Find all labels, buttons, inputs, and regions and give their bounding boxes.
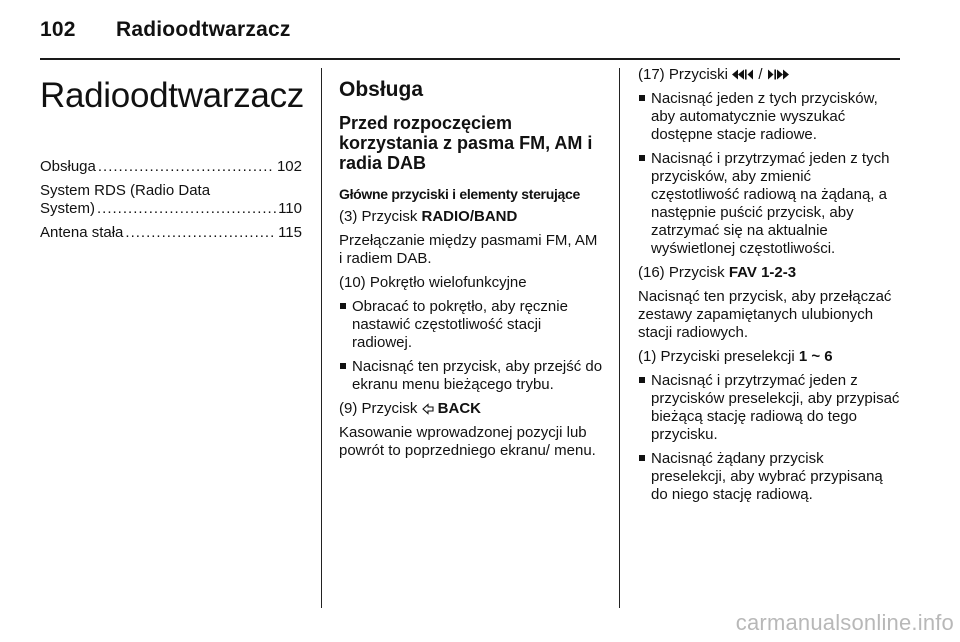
bullet-item: Nacisnąć ten przycisk, aby przejść do ekranu menu bieżącego trybu. <box>339 358 604 394</box>
item-label-text: (9) Przycisk <box>339 400 422 417</box>
column-1 <box>40 60 302 248</box>
toc-entry-title: Antena stała <box>40 224 124 241</box>
seek-forward-icon <box>767 69 789 82</box>
column-divider <box>619 68 620 608</box>
toc-leader <box>98 158 275 176</box>
toc-line <box>40 158 302 176</box>
toc-entry-title: System) <box>40 200 96 217</box>
page-header <box>40 18 291 42</box>
separator: / <box>754 66 767 83</box>
toc-leader <box>125 224 276 242</box>
column-divider <box>321 68 322 608</box>
item-9-label <box>339 400 604 418</box>
button-name: RADIO/BAND <box>421 208 518 225</box>
item-10-label: (10) Pokrętło wielofunkcyjne <box>339 274 527 291</box>
button-name: 1 ~ 6 <box>798 348 833 365</box>
toc-entry-title: System RDS (Radio Data <box>40 182 211 199</box>
toc-entry[interactable] <box>40 158 302 176</box>
bullet-item: Nacisnąć jeden z tych przycisków, aby automatycznie wyszukać dostępne stacje radiowe. <box>638 90 902 144</box>
item-label-text: (3) Przycisk <box>339 208 422 225</box>
item-label-text: (16) Przycisk <box>638 264 729 281</box>
item-17-label <box>638 66 902 84</box>
watermark: carmanualsonline.info <box>735 610 954 635</box>
item-10-bullets <box>339 298 604 394</box>
item-16-label <box>638 264 902 282</box>
item-9-description: Kasowanie wprowadzonej pozycji lub powrót to poprzedniego ekranu/ menu. <box>339 424 596 459</box>
toc-entry[interactable] <box>40 224 302 242</box>
bullet-item: Nacisnąć żądany przycisk preselekcji, aby wybrać przypisaną do niego stację radiową. <box>638 450 902 504</box>
button-name: FAV 1-2-3 <box>728 264 797 281</box>
button-name: BACK <box>437 400 482 417</box>
column-2 <box>339 60 604 460</box>
toc-leader <box>97 200 276 218</box>
controls-heading: Główne przyciski i elementy sterujące <box>339 186 581 202</box>
chapter-title: Radioodtwarzacz <box>40 76 304 115</box>
toc-line <box>40 182 302 200</box>
column-3 <box>638 60 902 510</box>
toc-entry-page: 102 <box>276 158 302 175</box>
seek-back-icon <box>732 69 754 82</box>
table-of-contents <box>40 158 302 242</box>
toc-entry-page: 110 <box>278 200 302 217</box>
item-3-description: Przełączanie między pasmami FM, AM i radiem DAB. <box>339 232 598 267</box>
item-17-bullets <box>638 90 902 258</box>
toc-entry-title: Obsługa <box>40 158 96 175</box>
toc-entry[interactable] <box>40 182 302 218</box>
bullet-item: Nacisnąć i przytrzymać jeden z tych przycisków, aby zmienić częstotliwość radiową na żądaną, a następnie puścić przycisk, aby zatrzymać się na aktualnie wyświetlonej częstotliwości. <box>638 150 902 258</box>
page-number: 102 <box>40 18 76 41</box>
toc-line <box>40 224 302 242</box>
back-icon <box>422 403 434 416</box>
bullet-item: Obracać to pokrętło, aby ręcznie nastawić częstotliwość stacji radiowej. <box>339 298 604 352</box>
subsection-title: Przed rozpoczęciem korzystania z pasma FM, AM i radia DAB <box>339 113 593 173</box>
toc-entry-page: 115 <box>278 224 302 241</box>
toc-line <box>40 200 302 218</box>
item-label-text: (1) Przyciski preselekcji <box>638 348 799 365</box>
item-1-bullets <box>638 372 902 504</box>
item-16-description: Nacisnąć ten przycisk, aby przełączać zestawy zapamiętanych ulubionych stacji radiowych. <box>638 288 892 341</box>
item-3-label <box>339 208 604 226</box>
bullet-item: Nacisnąć i przytrzymać jeden z przycisków preselekcji, aby przypisać bieżącą stację radiową do tego przycisku. <box>638 372 902 444</box>
item-label-text: (17) Przyciski <box>638 66 733 83</box>
item-1-label <box>638 348 902 366</box>
section-title: Obsługa <box>339 78 424 101</box>
header-title: Radioodtwarzacz <box>116 18 291 41</box>
